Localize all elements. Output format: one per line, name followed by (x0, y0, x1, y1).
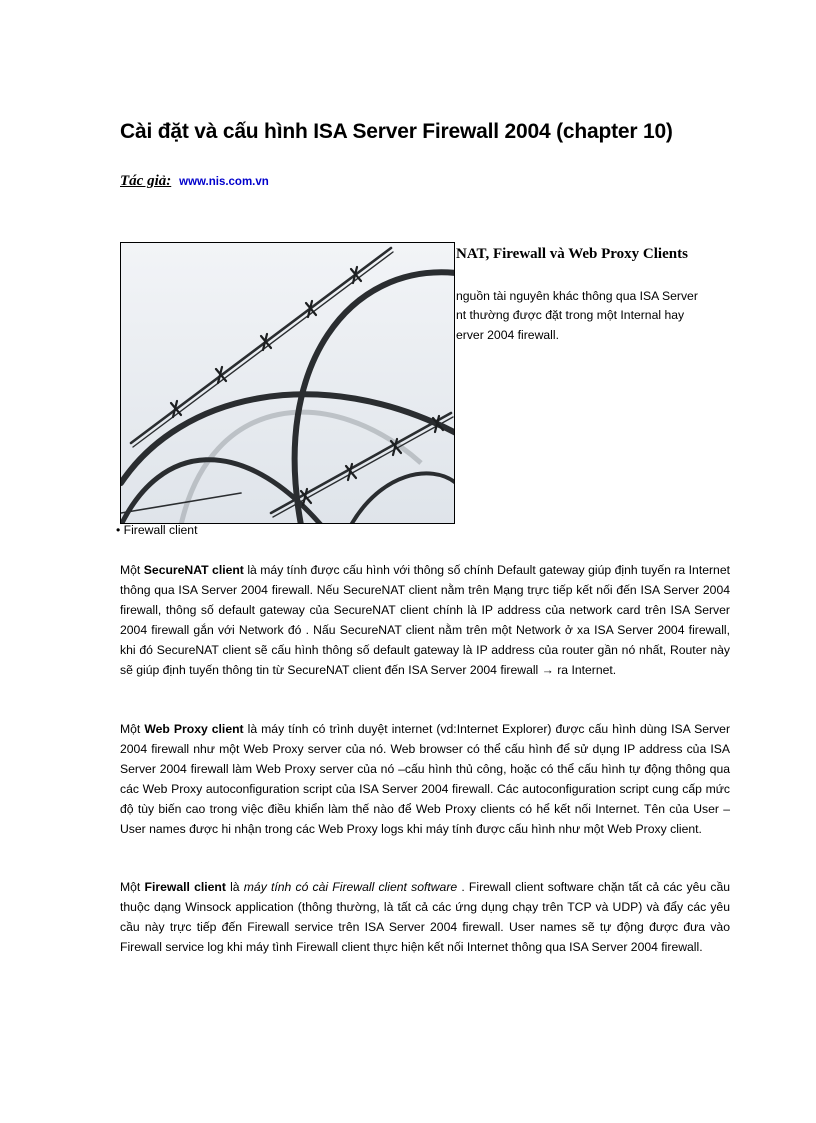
author-link[interactable]: www.nis.com.vn (179, 176, 269, 188)
author-line (120, 172, 269, 190)
paragraph-securenat: Một SecureNAT client là máy tính được cấu hình với thông số chính Default gateway giúp định tuyến ra Internet thông qua ISA Server 2004 firewall. Nếu SecureNAT client nằm trên Mạng trực tiếp kết nối đến ISA Server 2004 firewall, thông số default gateway của SecureNAT client chính là IP address của network card trên ISA Server 2004 firewall gắn với Network đó . Nấu SecureNAT client nằm trên một Network ở xa ISA Server 2004 firewall, khi đó SecureNAT client sẽ cấu hình thông số default gateway là IP address của router gần nó nhất, Router này sẽ giúp định tuyến thông tin từ SecureNAT client đến ISA Server 2004 firewall → ra Internet. (120, 563, 730, 677)
author-label: Tác giả: (120, 173, 172, 189)
term-webproxy: Web Proxy client (144, 722, 244, 736)
document-title: Cài đặt và cấu hình ISA Server Firewall 2004 (chapter 10) (120, 120, 673, 143)
side-text-line: nguồn tài nguyên khác thông qua ISA Server (456, 289, 698, 303)
barbed-wire-photo (120, 242, 455, 524)
side-text-line: erver 2004 firewall. (456, 328, 559, 342)
section-heading: NAT, Firewall và Web Proxy Clients (456, 246, 688, 262)
bullet-item: • Firewall client (116, 523, 198, 537)
term-firewall: Firewall client (144, 880, 226, 894)
paragraph-firewall: Một Firewall client là máy tính có cài Firewall client software . Firewall client software chặn tất cả các yêu cầu thuộc dạng Winsock application (thông thường, là tất cả các ứng dụng chạy trên TCP và UDP) và đẩy các yêu cầu này trực tiếp đến Firewall service trên ISA Server 2004 firewall. User names sẽ tự động được đưa vào Firewall service log khi máy tình Firewall client thực hiện kết nối Internet thông qua ISA Server 2004 firewall. (120, 880, 730, 954)
italic-phrase: máy tính có cài Firewall client software (243, 880, 458, 894)
paragraph-webproxy: Một Web Proxy client là máy tính có trình duyệt internet (vd:Internet Explorer) được cấu hình dùng ISA Server 2004 firewall như một Web Proxy server của nó. Web browser có thể cấu hình để sử dụng IP address của ISA Server 2004 firewall làm Web Proxy server của nó –cấu hình thủ công, hoặc có thể cấu hình tự động thông qua các Web Proxy autoconfiguration script của ISA Server 2004 firewall. Các autoconfiguration script cung cấp mức độ tùy biến cao trong việc điều khiển làm thế nào để Web Proxy clients có hể kết nối Internet. Tên của User –User names được hi nhận trong các Web Proxy logs khi máy tính được cấu hình như một Web Proxy client. (120, 722, 731, 836)
side-text-line: nt thường được đặt trong một Internal hay (456, 308, 685, 322)
term-securenat: SecureNAT client (143, 563, 244, 577)
